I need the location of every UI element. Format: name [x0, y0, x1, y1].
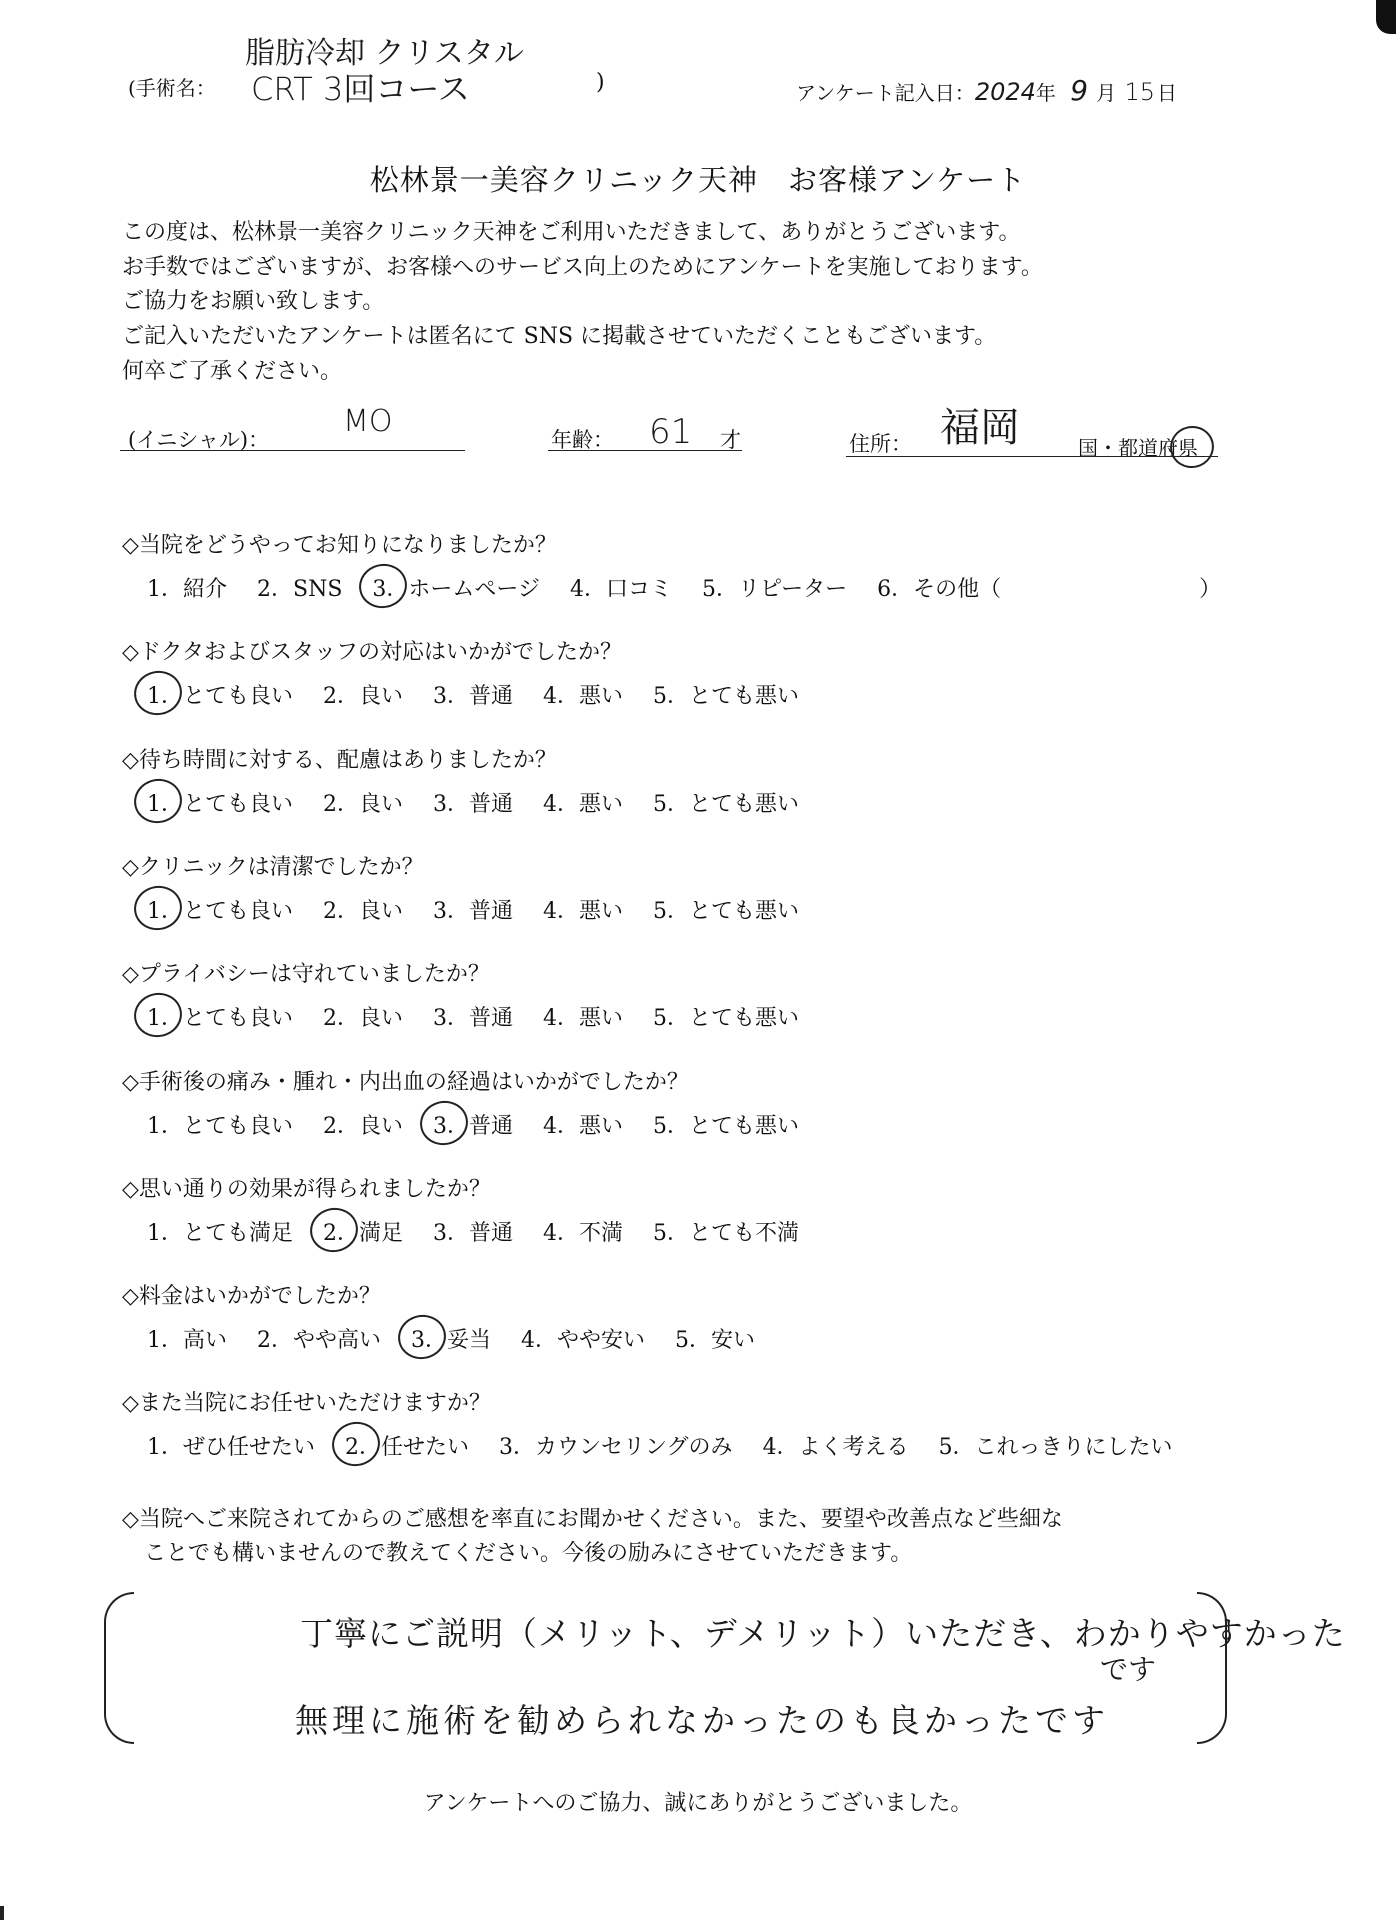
answer-option[interactable] — [257, 572, 342, 603]
question-text: ◇プライバシーは守れていましたか？ — [122, 962, 490, 988]
selection-circle — [130, 667, 186, 720]
answer-option[interactable] — [323, 787, 403, 818]
procedure-note: 脂肪冷却 クリスタル — [245, 36, 524, 71]
answer-option[interactable] — [323, 1216, 403, 1247]
selection-circle — [394, 1311, 450, 1364]
answer-option[interactable] — [675, 1323, 755, 1354]
answer-options — [147, 1001, 829, 1032]
answer-option-label: 1．紹介 — [147, 577, 227, 602]
month-unit: 月 — [1096, 81, 1117, 105]
answer-options — [147, 1109, 829, 1140]
answer-option[interactable] — [543, 1109, 623, 1140]
selection-circle — [306, 1203, 362, 1256]
answer-option[interactable] — [433, 1001, 513, 1032]
answer-option-label: 3．普通 — [433, 791, 513, 817]
answer-option-label: 5．とても悪い — [653, 898, 799, 924]
question-text: ◇料金はいかがでしたか？ — [122, 1284, 381, 1310]
answer-option[interactable] — [653, 1109, 799, 1140]
answer-option[interactable] — [147, 787, 293, 818]
age-underline — [548, 450, 742, 451]
date-label: アンケート記入日： — [796, 81, 975, 105]
question-text: ◇思い通りの効果が得られましたか？ — [122, 1176, 491, 1202]
intro-line: お手数ではございますが、お客様へのサービス向上のためにアンケートを実施しております。 — [122, 255, 1043, 280]
intro-line: この度は、松林景一美容クリニック天神をご利用いただきまして、ありがとうございます。 — [122, 220, 1021, 245]
age-unit: 才 — [720, 428, 741, 452]
answer-option-label: 3．普通 — [433, 1113, 513, 1139]
answer-option-label: 2．良い — [323, 684, 403, 710]
answer-option-label: 5．とても悪い — [653, 791, 799, 817]
answer-option[interactable] — [147, 1216, 293, 1247]
answer-option[interactable] — [372, 572, 540, 603]
answer-option[interactable] — [543, 679, 623, 710]
answer-option[interactable] — [543, 894, 623, 925]
answer-option-label: 4．悪い — [543, 1006, 623, 1032]
answer-option-label: 2．やや高い — [257, 1328, 381, 1354]
selection-circle — [130, 881, 186, 934]
date-month: 9 — [1070, 74, 1089, 107]
answer-option-label: 5．とても不満 — [653, 1220, 799, 1246]
initial-label: (イニシャル)： — [128, 428, 270, 452]
answer-option-label: 2．SNS — [257, 577, 343, 602]
answer-option[interactable] — [543, 1001, 623, 1032]
procedure-close: ) — [596, 70, 605, 95]
answer-option[interactable] — [433, 787, 513, 818]
answer-option[interactable] — [147, 1001, 293, 1032]
answer-option-label: 2．良い — [323, 1113, 403, 1139]
selection-circle — [355, 559, 411, 612]
answer-option-label: 4．悪い — [543, 1113, 623, 1139]
address-value: 福岡 — [940, 405, 1020, 451]
selection-circle — [416, 1096, 472, 1149]
answer-option-label: 6．その他（ ） — [877, 577, 1222, 602]
answer-option[interactable] — [323, 1109, 403, 1140]
answer-option-label: 3．カウンセリングのみ — [499, 1435, 733, 1461]
procedure-value: CRT 3回コース — [251, 70, 470, 108]
answer-option-label: 4．やや安い — [521, 1328, 645, 1354]
answer-option-label: 2．任せたい — [345, 1435, 469, 1461]
answer-option-label: 1．とても良い — [147, 1113, 293, 1139]
answer-option-label: 4．悪い — [543, 684, 623, 710]
answer-option-label: 2．良い — [323, 1006, 403, 1032]
answer-options — [147, 1323, 785, 1354]
answer-option-label: 3．ホームページ — [372, 577, 540, 602]
answer-option[interactable] — [433, 1109, 513, 1140]
answer-option[interactable] — [147, 894, 293, 925]
answer-option-label: 3．普通 — [433, 898, 513, 924]
selection-circle — [328, 1418, 384, 1471]
answer-option-label: 1．とても良い — [147, 898, 293, 924]
answer-options — [147, 1430, 1203, 1461]
answer-option[interactable] — [433, 1216, 513, 1247]
answer-option-label: 5．とても悪い — [653, 684, 799, 710]
answer-option-label: 4．悪い — [543, 791, 623, 817]
answer-option[interactable] — [147, 572, 227, 603]
answer-option-label: 5．とても悪い — [653, 1113, 799, 1139]
answer-option[interactable] — [653, 1216, 799, 1247]
feedback-prompt: ことでも構いませんので教えてください。今後の励みにさせていただきます。 — [122, 1541, 913, 1566]
answer-option-label: 1．高い — [147, 1328, 227, 1354]
footer-thanks: アンケートへのご協力、誠にありがとうございました。 — [423, 1791, 973, 1816]
year-unit: 年 — [1035, 81, 1056, 105]
answer-option[interactable] — [257, 1323, 381, 1354]
intro-line: ご協力をお願い致します。 — [122, 289, 385, 314]
age-value: 61 — [649, 412, 693, 452]
answer-option[interactable] — [763, 1430, 909, 1461]
answer-option-label: 5．これっきりにしたい — [938, 1435, 1173, 1461]
date-year: 2024 — [974, 78, 1036, 106]
answer-option-label: 1．とても良い — [147, 1006, 293, 1032]
answer-option[interactable] — [323, 894, 403, 925]
answer-option[interactable] — [543, 787, 623, 818]
answer-option-label: 2．良い — [323, 898, 403, 924]
answer-option-label: 2．良い — [323, 791, 403, 817]
address-label: 住所： — [849, 432, 912, 456]
answer-option-label: 1．とても満足 — [147, 1220, 293, 1246]
answer-option[interactable] — [939, 1430, 1173, 1461]
feedback-prompt: ◇当院へご来院されてからのご感想を率直にお聞かせください。また、要望や改善点など些細な — [122, 1507, 1063, 1532]
survey-date — [796, 74, 1177, 107]
selection-circle — [1166, 422, 1218, 472]
answer-option-label: 3．普通 — [433, 684, 513, 710]
answer-bracket-left — [104, 1592, 134, 1744]
answer-option-label: 3．普通 — [433, 1006, 513, 1032]
address-underline — [846, 456, 1218, 457]
address-suffix-text: 国・都道府 — [1078, 436, 1178, 460]
feedback-answer-line1[interactable]: 丁寧にご説明（メリット、デメリット）いただき、わかりやすかった — [300, 1614, 1346, 1653]
answer-option[interactable] — [570, 572, 672, 603]
page-title: 松林景一美容クリニック天神 お客様アンケート — [369, 163, 1027, 197]
answer-option-label: 5．リピーター — [701, 577, 848, 602]
answer-option-label: 2．満足 — [323, 1220, 403, 1246]
answer-options — [147, 679, 829, 710]
answer-option[interactable] — [702, 572, 847, 603]
day-unit: 日 — [1156, 81, 1177, 105]
answer-options — [147, 572, 1251, 603]
question-text: ◇クリニックは清潔でしたか？ — [122, 854, 424, 880]
feedback-answer-line2[interactable]: 無理に施術を勧められなかったのも良かったです — [295, 1701, 1109, 1740]
answer-option-label: 1．とても良い — [147, 684, 293, 710]
answer-option[interactable] — [147, 679, 293, 710]
scan-mark — [0, 1906, 4, 1920]
answer-option[interactable] — [521, 1323, 645, 1354]
answer-options — [147, 787, 829, 818]
answer-option[interactable] — [653, 787, 799, 818]
procedure-label: (手術名： — [128, 76, 216, 100]
question-text: ◇ドクタおよびスタッフの対応はいかがでしたか？ — [122, 640, 623, 666]
question-text: ◇手術後の痛み・腫れ・内出血の経過はいかがでしたか？ — [122, 1069, 689, 1095]
answer-option-label: 1．とても良い — [147, 791, 293, 817]
question-text: ◇当院をどうやってお知りになりましたか？ — [122, 533, 557, 558]
intro-line: 何卒ご了承ください。 — [122, 359, 343, 384]
answer-option[interactable] — [433, 894, 513, 925]
answer-option-label: 3．妥当 — [411, 1328, 491, 1354]
intro-line: ご記入いただいたアンケートは匿名にて SNS に掲載させていただくこともございます。 — [122, 324, 997, 349]
age-label: 年齢： — [551, 428, 614, 452]
answer-option[interactable] — [499, 1430, 733, 1461]
initial-value: MO — [343, 404, 393, 439]
answer-option[interactable] — [653, 1001, 799, 1032]
answer-option-label: 4．不満 — [543, 1220, 623, 1246]
answer-option[interactable] — [147, 1323, 227, 1354]
answer-option-label: 4．悪い — [543, 898, 623, 924]
answer-options — [147, 1216, 829, 1247]
answer-option-label: 4．口コミ — [569, 577, 672, 602]
feedback-answer-line1b[interactable]: です — [1100, 1653, 1157, 1686]
answer-option[interactable] — [433, 679, 513, 710]
answer-option-label: 5．とても悪い — [653, 1006, 799, 1032]
selection-circle — [130, 774, 186, 827]
initial-underline — [120, 450, 465, 451]
date-day: 15 — [1124, 78, 1155, 106]
answer-option[interactable] — [147, 1430, 315, 1461]
answer-option[interactable] — [147, 1109, 293, 1140]
answer-option-label: 1．ぜひ任せたい — [147, 1435, 315, 1461]
answer-option[interactable] — [543, 1216, 623, 1247]
answer-option[interactable] — [877, 572, 1221, 603]
answer-option[interactable] — [411, 1323, 491, 1354]
answer-option-label: 5．安い — [675, 1328, 755, 1354]
selection-circle — [130, 989, 186, 1042]
answer-option[interactable] — [653, 894, 799, 925]
address-suffix-ken: 県 — [1178, 436, 1198, 460]
answer-option[interactable] — [345, 1430, 469, 1461]
question-text: ◇待ち時間に対する、配慮はありましたか？ — [122, 747, 557, 773]
scan-edge-mark — [1376, 0, 1396, 34]
answer-option[interactable] — [653, 679, 799, 710]
answer-option[interactable] — [323, 1001, 403, 1032]
question-text: ◇また当院にお任せいただけますか？ — [122, 1391, 491, 1417]
answer-option-label: 3．普通 — [433, 1220, 513, 1246]
answer-option[interactable] — [323, 679, 403, 710]
answer-options — [147, 894, 829, 925]
answer-option-label: 4．よく考える — [762, 1435, 909, 1461]
